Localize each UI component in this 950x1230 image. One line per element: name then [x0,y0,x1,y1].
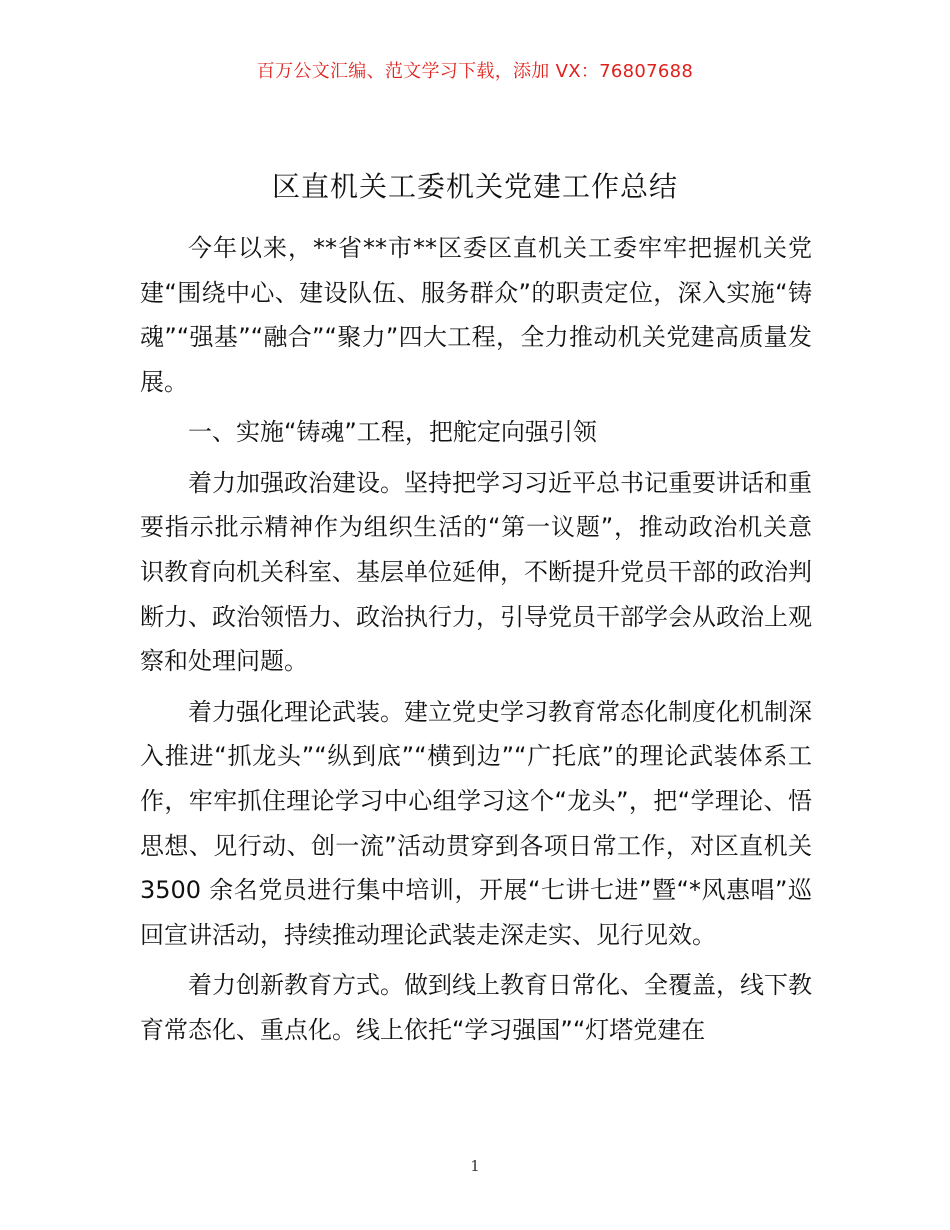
paragraph-political-building: 着力加强政治建设。坚持把学习习近平总书记重要讲话和重要指示批示精神作为组织生活的“第一议题”，推动政治机关意识教育向机关科室、基层单位延伸，不断提升党员干部的政治判断力、政治领悟力、政治执行力，引导党员干部学会从政治上观察和处理问题。 [140,468,812,676]
intro-paragraph: 今年以来，**省**市**区委区直机关工委牢牢把握机关党建“围绕中心、建设队伍、服务群众”的职责定位，深入实施“铸魂”“强基”“融合”“聚力”四大工程，全力推动机关党建高质量发展。 [140,234,812,397]
document-title: 区直机关工委机关党建工作总结 [271,170,678,203]
page-number: 1 [470,1157,480,1175]
paragraph-theory-armament: 着力强化理论武装。建立党史学习教育常态化制度化机制深入推进“抓龙头”“纵到底”“横到边”“广托底”的理论武装体系工作，牢牢抓住理论学习中心组学习这个“龙头”，把“学理论、悟思想、见行动、创一流”活动贯穿到各项日常工作，对区直机关 3500 余名党员进行集中培训，开展“七讲七进”暨“*风惠唱”巡回宣讲活动，持续推动理论武装走深走实、见行见效。 [140,697,812,950]
paragraph-education-methods: 着力创新教育方式。做到线上教育日常化、全覆盖，线下教育常态化、重点化。线上依托“学习强国”“灯塔党建在 [140,971,812,1044]
header-watermark-note: 百万公文汇编、范文学习下载，添加 VX：76807688 [256,61,694,82]
document-body [140,226,812,1058]
section-heading-1: 一、实施“铸魂”工程，把舵定向强引领 [188,418,597,447]
